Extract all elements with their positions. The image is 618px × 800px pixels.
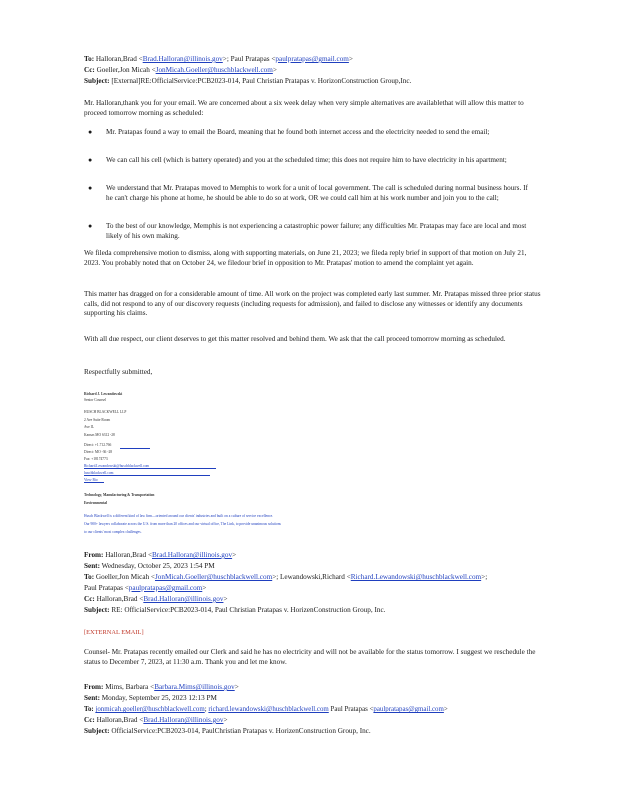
email2-body: Counsel- Mr. Pratapas recently emailed our Clerk and said he has no electricity and will not be available for the status tomorrow. I suggest we reschedule the status to December 7, 2023, at 11:30 a.m. Thank you and let me know. bbox=[84, 648, 536, 666]
email2-subject-line: Subject: RE: OfficialService:PCB2023-014, Paul Christian Pratapas v. HorizenConstruction Group, Inc. bbox=[84, 606, 386, 614]
signature-address: HUSCH BLACKWELL LLP bbox=[84, 410, 127, 414]
email1-to-line: To: Halloran,Brad <Brad.Halloran@illinois.gov>; Paul Pratapas <paulpratapas@gmail.com> bbox=[84, 55, 353, 63]
link-underline bbox=[120, 448, 150, 449]
signature-bio-link[interactable]: View Bio bbox=[84, 478, 98, 482]
signature-address: Kansas MO 6312 -28 bbox=[84, 433, 115, 437]
email-link[interactable]: Brad.Halloran@illinois.gov bbox=[143, 595, 224, 603]
email-link[interactable]: Richard.Lewandowski@huschblackwell.com bbox=[350, 573, 482, 581]
email2-to-line: To: Goeller,Jon Micah <JonMicah.Goeller@huschblackwell.com>; Lewandowski,Richard <Richard.Lewandowski@huschblackwell.com>; bbox=[84, 573, 488, 581]
signature-phone: Direct: +1.712.766 bbox=[84, 443, 112, 447]
email3-to-line: To: jonmicah.goeller@huschblackwell.com; richard.lewandowski@huschblackwell.com Paul Pratapas <paulpratapas@gmail.com> bbox=[84, 706, 448, 713]
signature-blurb: Husch Blackwell is a different kind of law firm—oriented around our clients' industries and built on a culture of service excellence. bbox=[84, 514, 274, 518]
email2-from-line: From: Halloran,Brad <Brad.Halloran@illinois.gov> bbox=[84, 551, 237, 559]
signature-name: Richard J. Lewandowski bbox=[84, 392, 123, 396]
email1-closing: Respectfully submitted, bbox=[84, 368, 153, 376]
email-link[interactable]: paulpratapas@gmail.com bbox=[128, 584, 203, 592]
email1-paragraph: We fileda comprehensive motion to dismiss, along with supporting materials, on June 21, 2023; we fileda reply brief in support of that motion on July 21, 2023. You probably noted that on October 24, we filedour brief in opposition to Mr. Pratapas' motion to amend the complaint yet again. bbox=[84, 249, 527, 267]
email1-subject-line: Subject: [External]RE:OfficialService:PCB2023-014, Paul Christian Pratapas v. HorizonConstruction Group,Inc. bbox=[84, 77, 412, 85]
email-link[interactable]: JonMicah.Goeller@huschblackwell.com bbox=[155, 66, 273, 74]
email-link[interactable]: Brad.Halloran@illinois.gov bbox=[152, 551, 233, 559]
email2-cc-line: Cc: Halloran,Brad <Brad.Halloran@illinois.gov> bbox=[84, 595, 228, 603]
signature-address: Ave IL bbox=[84, 425, 95, 429]
link-underline bbox=[84, 468, 216, 469]
list-item: Mr. Pratapas found a way to email the Board, meaning that he found both internet access and the electricity needed to send the email; bbox=[106, 128, 490, 136]
list-item: To the best of our knowledge, Memphis is not experiencing a catastrophic power failure; any difficulties Mr. Pratapas may face are local and most likely of his own making. bbox=[106, 222, 527, 240]
link-underline bbox=[84, 482, 104, 483]
signature-phone: Direct: MO -36 -28 bbox=[84, 450, 113, 454]
email-link[interactable]: richard.lewandowski@huschblackwell.com bbox=[208, 706, 329, 713]
email-link[interactable]: Barbara.Mims@illinois.gov bbox=[154, 683, 235, 691]
email-link[interactable]: Brad.Halloran@illinois.gov bbox=[142, 55, 223, 63]
email2-sent-line: Sent: Wednesday, October 25, 2023 1:54 PM bbox=[84, 562, 215, 570]
email3-cc-line: Cc: Halloran,Brad <Brad.Halloran@illinois.gov> bbox=[84, 716, 228, 724]
signature-practice: Technology, Manufacturing & Transportation bbox=[84, 493, 155, 497]
email3-sent-line: Sent: Monday, September 25, 2023 12:13 PM bbox=[84, 694, 217, 702]
email2-to-line-cont: Paul Pratapas <paulpratapas@gmail.com> bbox=[84, 584, 207, 592]
email3-subject-line: Subject: OfficialService:PCB2023-014, PaulChristian Pratapas v. HorizenConstruction Group, Inc. bbox=[84, 727, 371, 735]
email-link[interactable]: paulpratapas@gmail.com bbox=[373, 706, 444, 713]
bullet-icon: ● bbox=[88, 156, 93, 164]
signature-phone: Fax: +18174773 bbox=[84, 457, 108, 461]
email1-paragraph: With all due respect, our client deserves to get this matter resolved and behind them. We ask that the call proceed tomorrow morning as scheduled. bbox=[84, 335, 506, 343]
email1-cc-line: Cc: Goeller,Jon Micah <JonMicah.Goeller@huschblackwell.com> bbox=[84, 66, 277, 74]
bullet-icon: ● bbox=[88, 184, 93, 192]
external-email-tag: [EXTERNAL EMAIL] bbox=[84, 629, 144, 636]
signature-web-link[interactable]: huschblackwell.com bbox=[84, 471, 114, 475]
signature-address: 2 Ave Suite Room bbox=[84, 418, 111, 422]
email-link[interactable]: Brad.Halloran@illinois.gov bbox=[143, 716, 224, 724]
list-item: We can call his cell (which is battery operated) and you at the scheduled time; this does not require him to have electricity in his apartment; bbox=[106, 156, 507, 164]
signature-blurb: Our 900+ lawyers collaborate across the U.S. from more than 20 offices and our virtual office, The Link, to provide unanimous solutions bbox=[84, 522, 281, 526]
link-underline bbox=[84, 475, 210, 476]
signature-email-link[interactable]: Richard.Lewandowski@huschblackwell.com bbox=[84, 464, 150, 468]
email-link[interactable]: jonmicah.goeller@huschblackwell.com bbox=[95, 706, 205, 713]
email1-paragraph: This matter has dragged on for a considerable amount of time. All work on the project was completed early last summer. Mr. Pratapas missed three prior status calls, did not respond to any of our discovery requests (including requests for admission), and failed to disclose any witnesses or identify any documents supporting his claims. bbox=[84, 290, 541, 318]
list-item: We understand that Mr. Pratapas moved to Memphis to work for a unit of local government. The call is scheduled during normal business hours. If he can't charge his phone at home, he should be able to do so at work, OR we could call him at his work number and join you to the call; bbox=[106, 184, 528, 202]
email3-from-line: From: Mims, Barbara <Barbara.Mims@illinois.gov> bbox=[84, 683, 239, 691]
bullet-icon: ● bbox=[88, 222, 93, 230]
signature-practice: Environmental bbox=[84, 501, 108, 505]
signature-title: Senior Counsel bbox=[84, 398, 107, 402]
bullet-icon: ● bbox=[88, 128, 93, 136]
email1-intro: Mr. Halloran,thank you for your email. We are concerned about a six week delay when very simple alternatives are availablethat will allow this matter to proceed tomorrow morning as scheduled: bbox=[84, 99, 524, 117]
email-link[interactable]: JonMicah.Goeller@huschblackwell.com bbox=[154, 573, 273, 581]
signature-blurb: to our clients' most complex challenges. bbox=[84, 530, 142, 534]
email-link[interactable]: paulpratapas@gmail.com bbox=[275, 55, 349, 63]
